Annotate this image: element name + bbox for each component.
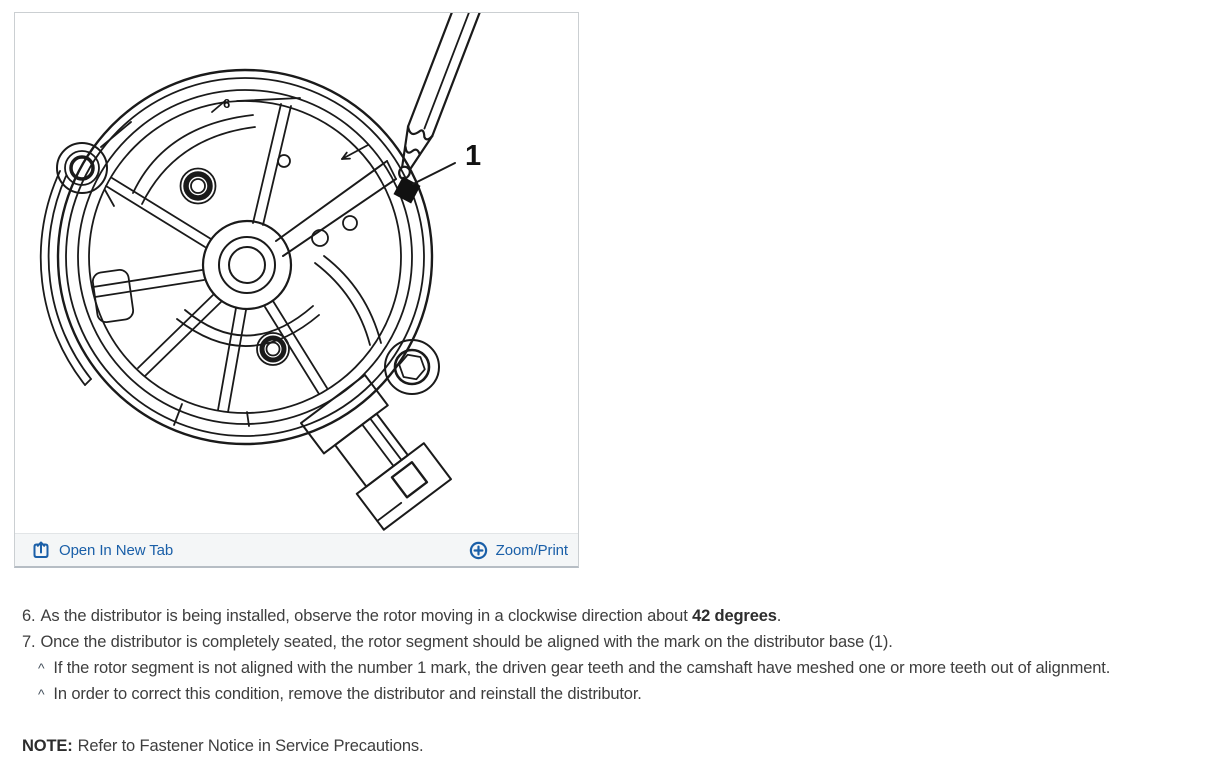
zoom-print-label: Zoom/Print xyxy=(495,541,568,559)
figure-toolbar xyxy=(15,533,578,566)
caret-bullet: ^ xyxy=(38,686,45,702)
distributor-diagram xyxy=(15,13,578,532)
subnote-text: In order to correct this condition, remove the distributor and reinstall the distributor. xyxy=(53,685,642,703)
figure-panel xyxy=(14,12,579,568)
subnote-text: If the rotor segment is not aligned with the number 1 mark, the driven gear teeth and the camshaft have meshed one or more teeth out of alignment. xyxy=(53,659,1111,677)
step-text: Once the distributor is completely seated, the rotor segment should be aligned with the mark on the distributor base (1). xyxy=(40,633,893,651)
instructions-section xyxy=(22,603,1212,759)
distributor-line-art xyxy=(15,13,578,532)
subnote-2 xyxy=(22,681,1212,707)
step-6 xyxy=(22,603,1212,629)
note-label: NOTE: xyxy=(22,737,73,755)
zoom-print-link[interactable] xyxy=(469,541,568,560)
open-in-new-tab-icon xyxy=(32,541,51,560)
caret-bullet: ^ xyxy=(38,660,45,676)
step-7 xyxy=(22,629,1212,655)
zoom-plus-icon xyxy=(469,541,488,560)
step-bold-text: 42 degrees xyxy=(692,607,777,625)
note xyxy=(22,733,1212,759)
step-text-end: . xyxy=(776,607,782,625)
cast-mark-6-label: 6 xyxy=(223,96,231,111)
open-in-new-tab-label: Open In New Tab xyxy=(59,541,174,559)
open-in-new-tab-link[interactable] xyxy=(32,541,173,560)
callout-1-label: 1 xyxy=(465,140,482,172)
step-text: As the distributor is being installed, observe the rotor moving in a clockwise direction about xyxy=(40,607,693,625)
step-number: 7. xyxy=(22,633,36,651)
step-number: 6. xyxy=(22,607,36,625)
subnote-1 xyxy=(22,655,1212,681)
note-text: Refer to Fastener Notice in Service Precautions. xyxy=(77,737,424,755)
